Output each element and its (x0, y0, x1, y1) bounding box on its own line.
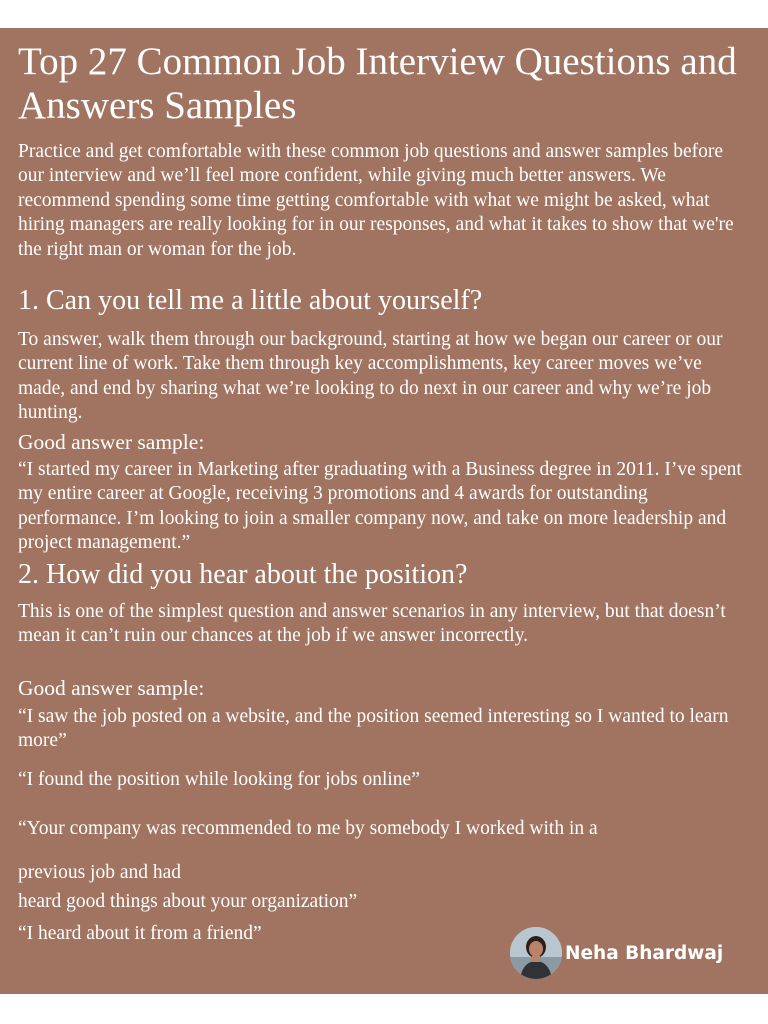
author-name[interactable]: Neha Bhardwaj (565, 942, 724, 964)
question-2-answer-4: “I heard about it from a friend” (18, 923, 262, 944)
avatar[interactable] (510, 927, 562, 979)
question-2-answer-3-line-2: previous job and had (18, 862, 182, 883)
question-2-heading: 2. How did you hear about the position? (18, 559, 468, 590)
author-badge[interactable] (510, 926, 723, 980)
question-2-answer-2: “I found the position while looking for jobs online” (18, 769, 420, 790)
question-2-answer-3-line-3: heard good things about your organization” (18, 891, 358, 912)
question-2-answer-1: “I saw the job posted on a website, and the position seemed interesting so I wanted to learn more” (18, 706, 729, 752)
post-card (0, 28, 768, 994)
question-1-body: To answer, walk them through our background, starting at how we began our career or our current line of work. Take them through key accomplishments, key career moves we’ve made, and end by sharing what we’re looking to do next in our career and why we’re job hunting. (18, 329, 723, 424)
question-1-heading: 1. Can you tell me a little about yourself? (18, 285, 483, 316)
question-1-sample-answer: “I started my career in Marketing after graduating with a Business degree in 2011. I’ve spent my entire career at Google, receiving 3 promotions and 4 awards for outstanding performance. I’m looking to join a smaller company now, and take on more leadership and project management.” (18, 459, 742, 554)
intro-paragraph: Practice and get comfortable with these common job questions and answer samples before our interview and we’ll feel more confident, while giving much better answers. We recommend spending some time getting comfortable with what we might be asked, what hiring managers are really looking for in our responses, and what it takes to show that we're the right man or woman for the job. (18, 141, 734, 260)
question-2-sample-label: Good answer sample: (18, 676, 205, 700)
profile-photo-icon (510, 927, 562, 979)
question-2-answer-3-line-1: “Your company was recommended to me by somebody I worked with in a (18, 818, 598, 839)
page-title: Top 27 Common Job Interview Questions and Answers Samples (18, 40, 737, 127)
question-2-body: This is one of the simplest question and answer scenarios in any interview, but that doesn’t mean it can’t ruin our chances at the job if we answer incorrectly. (18, 601, 726, 647)
question-1-sample-label: Good answer sample: (18, 430, 205, 454)
